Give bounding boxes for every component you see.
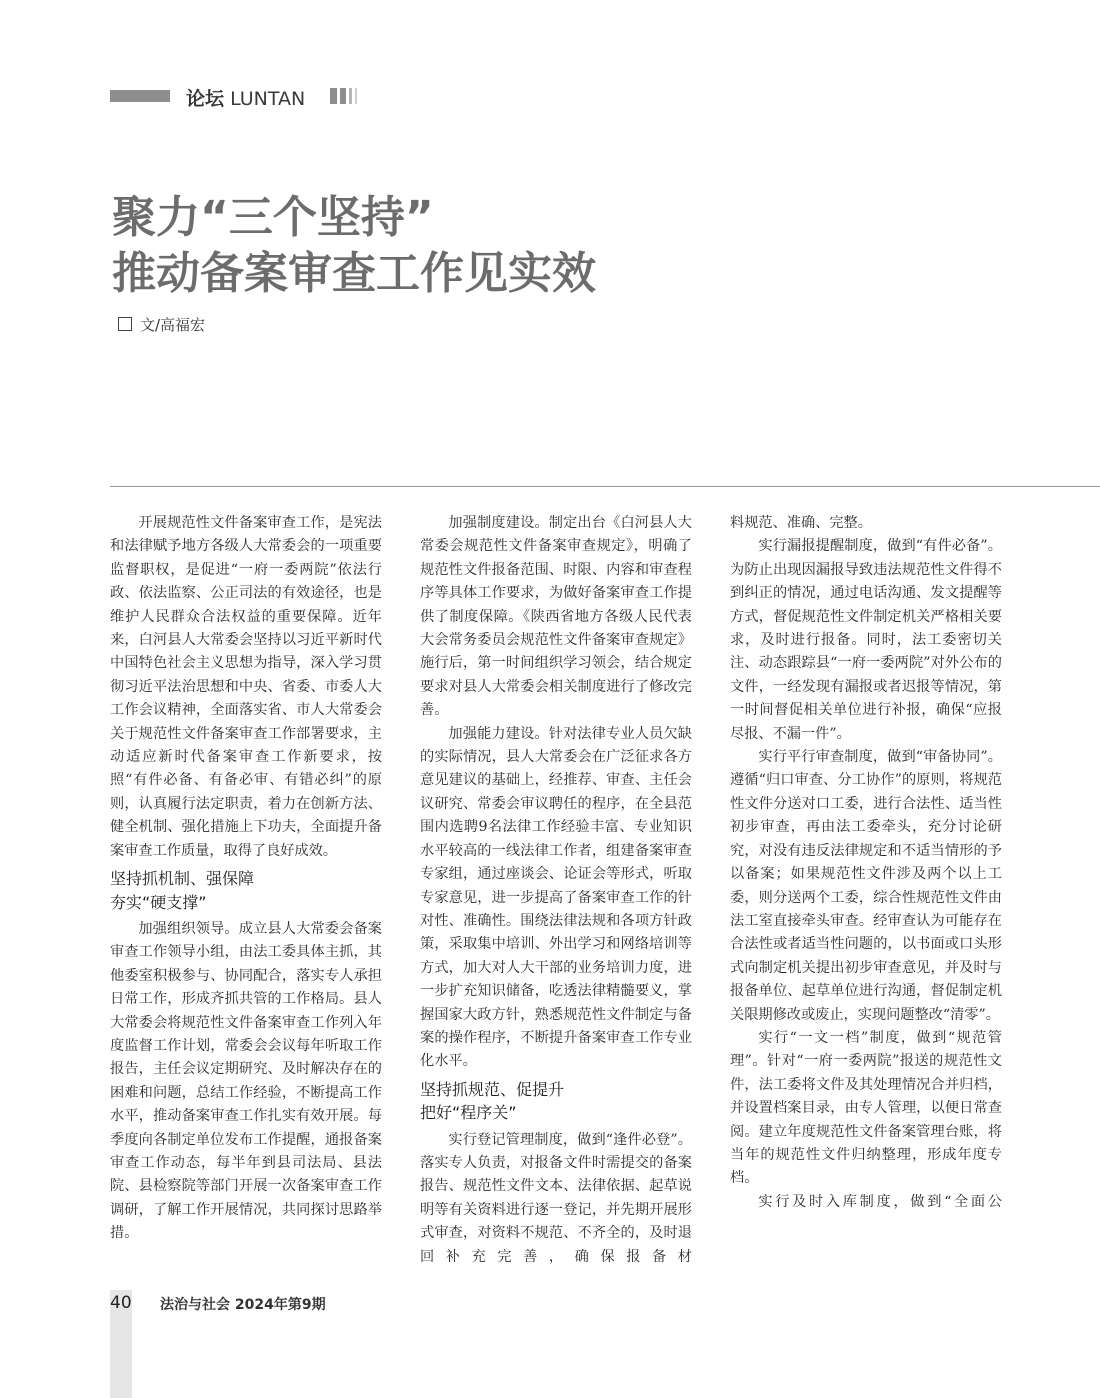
section-heading bbox=[110, 867, 382, 914]
divider-rule bbox=[110, 486, 1100, 487]
paragraph: 实行平行审查制度，做到“审备协同”。遵循“归口审查、分工协作”的原则，将规范性文件分送对口工委，进行合法性、适当性初步审查，再由法工委牵头，充分讨论研究，对没有违反法律规定和不适当情形的予以备案；如果规范性文件涉及两个以上工委，则分送两个工委，综合性规范性文件由法工室直接牵头审查。经审查认为可能存在合法性或者适当性问题的，以书面或口头形式向制定机关提出初步审查意见，并及时与报备单位、起草单位进行沟通，督促制定机关限期修改或废止，实现问题整改“清零”。 bbox=[730, 749, 1002, 1023]
article-title-line1: 聚力“三个坚持” bbox=[112, 192, 434, 243]
author: 文/高福宏 bbox=[140, 316, 206, 334]
section-heading-line2: 夯实“硬支撑” bbox=[110, 892, 207, 912]
byline bbox=[118, 314, 205, 335]
column-1 bbox=[110, 512, 382, 1246]
section-name-en: LUNTAN bbox=[230, 88, 306, 110]
section-heading-line2: 把好“程序关” bbox=[420, 1103, 517, 1123]
section-header bbox=[186, 84, 305, 111]
section-name-zh: 论坛 bbox=[186, 88, 225, 110]
article-title bbox=[112, 190, 596, 302]
square-icon bbox=[118, 317, 132, 331]
page-number: 40 bbox=[110, 1293, 132, 1313]
section-marker-bar bbox=[110, 90, 170, 102]
paragraph: 实行漏报提醒制度，做到“有件必备”。为防止出现因漏报导致违法规范性文件得不到纠正的情况，通过电话沟通、发文提醒等方式，督促规范性文件制定机关严格相关要求，及时进行报备。同时，法工委密切关注、动态跟踪县“一府一委两院”对外公布的文件，一经发现有漏报或者迟报等情况，第一时间督促相关单位进行补报，确保“应报尽报、不漏一件”。 bbox=[730, 538, 1002, 742]
section-heading-line1: 坚持抓机制、强保障 bbox=[110, 869, 255, 889]
section-heading bbox=[420, 1078, 692, 1125]
column-3 bbox=[730, 512, 1002, 1214]
paragraph: 加强制度建设。制定出台《白河县人大常委会规范性文件备案审查规定》，明确了规范性文件报备范围、时限、内容和审查程序等具体工作要求，为做好备案审查工作提供了制度保障。《陕西省地方各级人民代表大会常务委员会规范性文件备案审查规定》施行后，第一时间组织学习领会，结合规定要求对县人大常委会相关制度进行了修改完善。 bbox=[420, 515, 692, 719]
paragraph: 实行“一文一档”制度，做到“规范管理”。针对“一府一委两院”报送的规范性文件，法工委将文件及其处理情况合并归档，并设置档案目录，由专人管理，以便日常查阅。建立年度规范性文件备案管理台账，将当年的规范性文件归纳整理，形成年度专档。 bbox=[730, 1029, 1002, 1187]
paragraph: 实行登记管理制度，做到“逢件必登”。落实专人负责，对报备文件时需提交的备案报告、规范性文件文本、法律依据、起草说明等有关资料进行逐一登记，并先期开展形式审查，对资料不规范、不齐全的，及时退回补充完善，确保报备材 bbox=[420, 1131, 692, 1265]
paragraph: 开展规范性文件备案审查工作，是宪法和法律赋予地方各级人大常委会的一项重要监督职权，是促进“一府一委两院”依法行政、依法监察、公正司法的有效途径，也是维护人民群众合法权益的重要保障。近年来，白河县人大常委会坚持以习近平新时代中国特色社会主义思想为指导，深入学习贯彻习近平法治思想和中央、省委、市委人大工作会议精神，全面落实省、市人大常委会关于规范性文件备案审查工作部署要求，主动适应新时代备案审查工作新要求，按照“有件必备、有备必审、有错必纠”的原则，认真履行法定职责，着力在创新方法、健全机制、强化措施上下功夫，全面提升备案审查工作质量，取得了良好成效。 bbox=[110, 515, 382, 859]
section-heading-line1: 坚持抓规范、促提升 bbox=[420, 1079, 565, 1099]
paragraph: 实行及时入库制度，做到“全面公 bbox=[758, 1193, 1002, 1210]
paragraph: 料规范、准确、完整。 bbox=[730, 515, 872, 531]
paragraph: 加强组织领导。成立县人大常委会备案审查工作领导小组，由法工委具体主抓，其他委室积极参与、协同配合，落实专人承担日常工作，形成齐抓共管的工作格局。县人大常委会将规范性文件备案审查工作列入年度监督工作计划，常委会会议每年听取工作报告，主任会议定期研究、及时解决存在的困难和问题，总结工作经验，不断提高工作水平，推动备案审查工作扎实有效开展。每季度向各制定单位发布工作提醒，通报备案审查工作动态，每半年到县司法局、县法院、县检察院等部门开展一次备案审查工作调研，了解工作开展情况，共同探讨思路举措。 bbox=[110, 920, 382, 1242]
column-2 bbox=[420, 512, 692, 1269]
magazine-issue: 法治与社会 2024年第9期 bbox=[160, 1297, 326, 1313]
paragraph: 加强能力建设。针对法律专业人员欠缺的实际情况，县人大常委会在广泛征求各方意见建议的基础上，经推荐、审查、主任会议研究、常委会审议聘任的程序，在全县范围内选聘9名法律工作经验丰富、专业知识水平较高的一线法律工作者，组建备案审查专家组，通过座谈会、论证会等形式，听取专家意见，进一步提高了备案审查工作的针对性、准确性。围绕法律法规和各项方针政策，采取集中培训、外出学习和网络培训等方式，加大对人大干部的业务培训力度，进一步扩充知识储备，吃透法律精髓要义，掌握国家大政方针，熟悉规范性文件制定与备案的操作程序，不断提升备案审查工作专业化水平。 bbox=[420, 725, 692, 1070]
article-title-line2: 推动备案审查工作见实效 bbox=[112, 248, 596, 299]
